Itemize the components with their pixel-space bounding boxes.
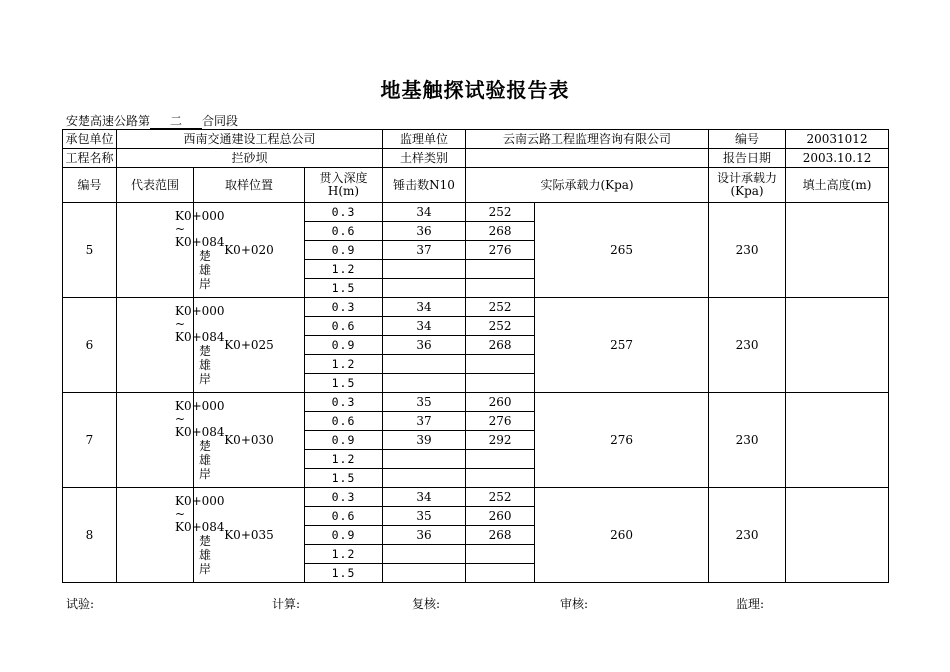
- range-place: 楚雄岸: [199, 249, 212, 291]
- blow-count: 34: [383, 488, 466, 507]
- header-row-2: [63, 149, 889, 168]
- section-prefix: 安楚高速公路第: [66, 114, 151, 128]
- group-range: [117, 488, 225, 583]
- soil-value: [466, 149, 709, 168]
- supervisor-label: 监理单位: [383, 130, 466, 149]
- fill-height: [786, 393, 889, 488]
- group-range: [117, 203, 225, 298]
- penetration-depth: 0.6: [305, 507, 383, 526]
- blow-count: 36: [383, 336, 466, 355]
- blow-count: 34: [383, 317, 466, 336]
- footer-test: 试验:: [66, 597, 95, 611]
- penetration-depth: 0.9: [305, 241, 383, 260]
- blow-count: 36: [383, 222, 466, 241]
- penetration-depth: 1.2: [305, 355, 383, 374]
- range-start: K0+000: [175, 304, 225, 318]
- report-date-value: 2003.10.12: [786, 149, 889, 168]
- header-row-1: [63, 130, 889, 149]
- capacity-value: [466, 564, 535, 583]
- capacity-value: 268: [466, 336, 535, 355]
- penetration-depth: 0.9: [305, 336, 383, 355]
- blow-count: [383, 545, 466, 564]
- column-header-row: [63, 168, 889, 203]
- range-start: K0+000: [175, 399, 225, 413]
- capacity-value: 260: [466, 507, 535, 526]
- actual-capacity: 276: [535, 393, 709, 488]
- range-separator: ~: [175, 222, 186, 236]
- col-design-capacity: 设计承载力(Kpa): [709, 168, 786, 203]
- report-date-label: 报告日期: [709, 149, 786, 168]
- blow-count: [383, 260, 466, 279]
- blow-count: [383, 450, 466, 469]
- group-range: [117, 298, 225, 393]
- blow-count: 39: [383, 431, 466, 450]
- range-place: 楚雄岸: [199, 439, 212, 481]
- report-number-value: 20031012: [786, 130, 889, 149]
- actual-capacity: 265: [535, 203, 709, 298]
- capacity-value: 260: [466, 393, 535, 412]
- blow-count: 35: [383, 393, 466, 412]
- penetration-depth: 0.6: [305, 317, 383, 336]
- capacity-value: [466, 545, 535, 564]
- capacity-value: [466, 469, 535, 488]
- design-capacity: 230: [709, 298, 786, 393]
- contract-section-line: [66, 112, 238, 129]
- capacity-value: 252: [466, 298, 535, 317]
- data-row: [63, 488, 889, 507]
- contractor-value: 西南交通建设工程总公司: [117, 130, 383, 149]
- sample-location: K0+030: [194, 393, 305, 488]
- col-fill-height: 填土高度(m): [786, 168, 889, 203]
- blow-count: 36: [383, 526, 466, 545]
- footer-review: 复核:: [412, 597, 441, 611]
- design-capacity: 230: [709, 488, 786, 583]
- sample-location: K0+035: [194, 488, 305, 583]
- design-capacity: 230: [709, 203, 786, 298]
- capacity-value: [466, 279, 535, 298]
- col-blows: 锤击数N10: [383, 168, 466, 203]
- section-number: 二: [150, 115, 202, 129]
- col-location: 取样位置: [194, 168, 305, 203]
- capacity-value: 292: [466, 431, 535, 450]
- report-number-label: 编号: [709, 130, 786, 149]
- range-end: K0+084: [175, 425, 225, 439]
- capacity-value: [466, 355, 535, 374]
- capacity-value: 252: [466, 488, 535, 507]
- capacity-value: 276: [466, 412, 535, 431]
- range-end: K0+084: [175, 235, 225, 249]
- capacity-value: 252: [466, 317, 535, 336]
- penetration-depth: 1.5: [305, 469, 383, 488]
- data-row: [63, 203, 889, 222]
- col-actual-capacity: 实际承载力(Kpa): [466, 168, 709, 203]
- project-label: 工程名称: [63, 149, 117, 168]
- range-separator: ~: [175, 317, 186, 331]
- capacity-value: [466, 260, 535, 279]
- range-end: K0+084: [175, 520, 225, 534]
- actual-capacity: 257: [535, 298, 709, 393]
- group-number: 5: [63, 203, 117, 298]
- supervisor-value: 云南云路工程监理咨询有限公司: [466, 130, 709, 149]
- col-range: 代表范围: [117, 168, 194, 203]
- penetration-depth: 0.3: [305, 393, 383, 412]
- sample-location: K0+025: [194, 298, 305, 393]
- report-title: 地基触探试验报告表: [380, 78, 570, 102]
- penetration-depth: 0.3: [305, 298, 383, 317]
- blow-count: [383, 469, 466, 488]
- design-capacity: 230: [709, 393, 786, 488]
- penetration-depth: 0.3: [305, 203, 383, 222]
- soil-label: 土样类别: [383, 149, 466, 168]
- range-separator: ~: [175, 507, 186, 521]
- blow-count: 34: [383, 298, 466, 317]
- capacity-value: 268: [466, 526, 535, 545]
- group-range: [117, 393, 225, 488]
- sample-location: K0+020: [194, 203, 305, 298]
- test-report-table: [62, 129, 889, 583]
- range-start: K0+000: [175, 494, 225, 508]
- capacity-value: [466, 450, 535, 469]
- col-no: 编号: [63, 168, 117, 203]
- contractor-label: 承包单位: [63, 130, 117, 149]
- range-start: K0+000: [175, 209, 225, 223]
- blow-count: 34: [383, 203, 466, 222]
- penetration-depth: 1.5: [305, 564, 383, 583]
- range-separator: ~: [175, 412, 186, 426]
- data-row: [63, 393, 889, 412]
- footer-calc: 计算:: [272, 597, 301, 611]
- penetration-depth: 1.2: [305, 260, 383, 279]
- blow-count: 37: [383, 241, 466, 260]
- fill-height: [786, 298, 889, 393]
- fill-height: [786, 488, 889, 583]
- penetration-depth: 0.6: [305, 412, 383, 431]
- signature-footer: [66, 595, 896, 611]
- penetration-depth: 0.9: [305, 526, 383, 545]
- range-end: K0+084: [175, 330, 225, 344]
- col-depth: 贯入深度H(m): [305, 168, 383, 203]
- range-place: 楚雄岸: [199, 534, 212, 576]
- penetration-depth: 0.3: [305, 488, 383, 507]
- fill-height: [786, 203, 889, 298]
- data-row: [63, 298, 889, 317]
- range-place: 楚雄岸: [199, 344, 212, 386]
- blow-count: [383, 355, 466, 374]
- actual-capacity: 260: [535, 488, 709, 583]
- penetration-depth: 0.6: [305, 222, 383, 241]
- penetration-depth: 1.5: [305, 279, 383, 298]
- capacity-value: 268: [466, 222, 535, 241]
- group-number: 7: [63, 393, 117, 488]
- blow-count: [383, 374, 466, 393]
- project-value: 拦砂坝: [117, 149, 383, 168]
- blow-count: 35: [383, 507, 466, 526]
- footer-audit: 审核:: [560, 597, 589, 611]
- blow-count: [383, 279, 466, 298]
- blow-count: [383, 564, 466, 583]
- penetration-depth: 0.9: [305, 431, 383, 450]
- penetration-depth: 1.2: [305, 545, 383, 564]
- footer-supervise: 监理:: [736, 597, 765, 611]
- group-number: 6: [63, 298, 117, 393]
- capacity-value: [466, 374, 535, 393]
- penetration-depth: 1.2: [305, 450, 383, 469]
- blow-count: 37: [383, 412, 466, 431]
- group-number: 8: [63, 488, 117, 583]
- penetration-depth: 1.5: [305, 374, 383, 393]
- section-suffix: 合同段: [202, 114, 239, 128]
- capacity-value: 276: [466, 241, 535, 260]
- capacity-value: 252: [466, 203, 535, 222]
